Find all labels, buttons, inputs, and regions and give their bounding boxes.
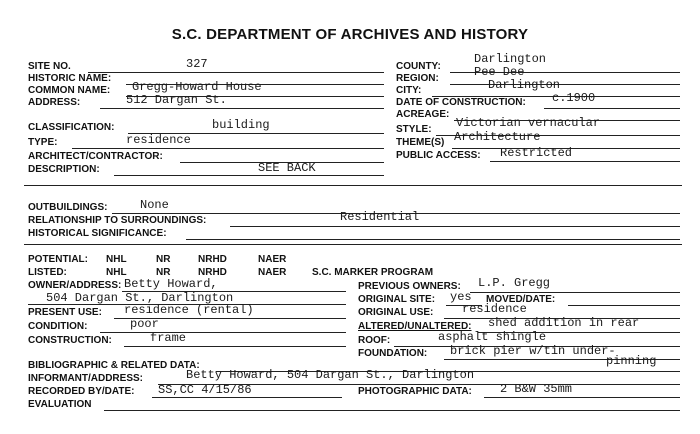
listed-nhl: NHL [106,267,127,278]
section-divider-1 [24,185,682,186]
region-line [450,84,680,85]
county-value: Darlington [474,52,547,66]
evaluation-line [104,410,680,411]
informant-label: INFORMANT/ADDRESS: [28,373,143,384]
original-use-label: ORIGINAL USE: [358,307,434,318]
city-value: Darlington [488,78,561,92]
construction-value: frame [150,331,187,345]
potential-label: POTENTIAL: [28,254,88,265]
original-site-label: ORIGINAL SITE: [358,294,436,305]
historical-significance-line [186,239,680,240]
site-no-label: SITE NO. [28,61,71,72]
photographic-value: 2 B&W 35mm [500,382,573,396]
outbuildings-value: None [140,198,169,212]
photographic-label: PHOTOGRAPHIC DATA: [358,386,472,397]
original-site-value: yes [450,290,472,304]
recorded-by-value: SS,CC 4/15/86 [158,383,252,397]
themes-label: THEME(S) [396,137,445,148]
description-label: DESCRIPTION: [28,164,100,175]
previous-owners-label: PREVIOUS OWNERS: [358,281,461,292]
condition-label: CONDITION: [28,321,88,332]
date-construction-label: DATE OF CONSTRUCTION: [396,97,526,108]
public-access-value: Restricted [500,146,573,160]
type-line [72,148,384,149]
date-construction-line [544,108,680,109]
construction-label: CONSTRUCTION: [28,335,112,346]
previous-owners-value: L.P. Gregg [478,276,551,290]
evaluation-label: EVALUATION [28,399,92,410]
region-label: REGION: [396,73,439,84]
style-label: STYLE: [396,124,432,135]
public-access-line [490,161,680,162]
listed-nrhd: NRHD [198,267,227,278]
bibliographic-label: BIBLIOGRAPHIC & RELATED DATA: [28,360,200,371]
potential-nr: NR [156,254,171,265]
relationship-label: RELATIONSHIP TO SURROUNDINGS: [28,215,207,226]
city-label: CITY: [396,85,422,96]
original-use-value: residence [462,302,527,316]
listed-label: LISTED: [28,267,67,278]
listed-naer: NAER [258,267,287,278]
outbuildings-label: OUTBUILDINGS: [28,202,108,213]
moved-date-label: MOVED/DATE: [486,294,556,305]
listed-nr: NR [156,267,171,278]
address-line [100,108,384,109]
recorded-by-line [152,397,342,398]
county-label: COUNTY: [396,61,441,72]
present-use-value: residence (rental) [124,303,254,317]
region-value: Pee Dee [474,65,525,79]
roof-value: asphalt shingle [438,330,547,344]
themes-value: Architecture [454,130,541,144]
altered-value: shed addition in rear [488,316,640,330]
construction-line [124,346,346,347]
moved-date-line [568,305,680,306]
photographic-line [484,397,680,398]
classification-label: CLASSIFICATION: [28,122,115,133]
foundation-label: FOUNDATION: [358,348,428,359]
type-value: residence [126,133,191,147]
section-divider-2 [24,244,682,245]
owner-value-line1: Betty Howard, [124,277,218,291]
site-no-value: 327 [186,57,208,71]
foundation-value-line1: brick pier w/tin under- [450,344,616,358]
page-title: S.C. DEPARTMENT OF ARCHIVES AND HISTORY [171,26,529,43]
address-value: 512 Dargan St. [126,93,227,107]
historical-significance-label: HISTORICAL SIGNIFICANCE: [28,228,167,239]
condition-line [100,332,346,333]
style-value: Victorian vernacular [456,116,601,130]
description-value: SEE BACK [258,161,316,175]
altered-unaltered-label: ALTERED/UNALTERED: [358,321,472,332]
site-no-line [88,72,384,73]
potential-naer: NAER [258,254,287,265]
address-label: ADDRESS: [28,97,81,108]
owner-address-label: OWNER/ADDRESS: [28,280,122,291]
informant-value: Betty Howard, 504 Dargan St., Darlington [186,368,475,382]
foundation-value-line2: pinning [606,354,657,368]
common-name-label: COMMON NAME: [28,85,111,96]
present-use-label: PRESENT USE: [28,307,102,318]
classification-value: building [212,118,270,132]
type-label: TYPE: [28,137,58,148]
historic-name-label: HISTORIC NAME: [28,73,112,84]
common-name-value: Gregg-Howard House [132,80,262,94]
marker-program-label: S.C. MARKER PROGRAM [312,267,434,278]
potential-nrhd: NRHD [198,254,227,265]
acreage-label: ACREAGE: [396,109,450,120]
owner-value-line2: 504 Dargan St., Darlington [46,291,234,305]
architect-label: ARCHITECT/CONTRACTOR: [28,151,163,162]
previous-owners-line [470,292,680,293]
relationship-value: Residential [340,210,420,224]
public-access-label: PUBLIC ACCESS: [396,150,481,161]
description-line [114,175,384,176]
recorded-by-label: RECORDED BY/DATE: [28,386,135,397]
roof-label: ROOF: [358,335,391,346]
date-construction-value: c.1900 [552,91,596,105]
potential-nhl: NHL [106,254,127,265]
condition-value: poor [130,317,159,331]
relationship-line [230,226,680,227]
